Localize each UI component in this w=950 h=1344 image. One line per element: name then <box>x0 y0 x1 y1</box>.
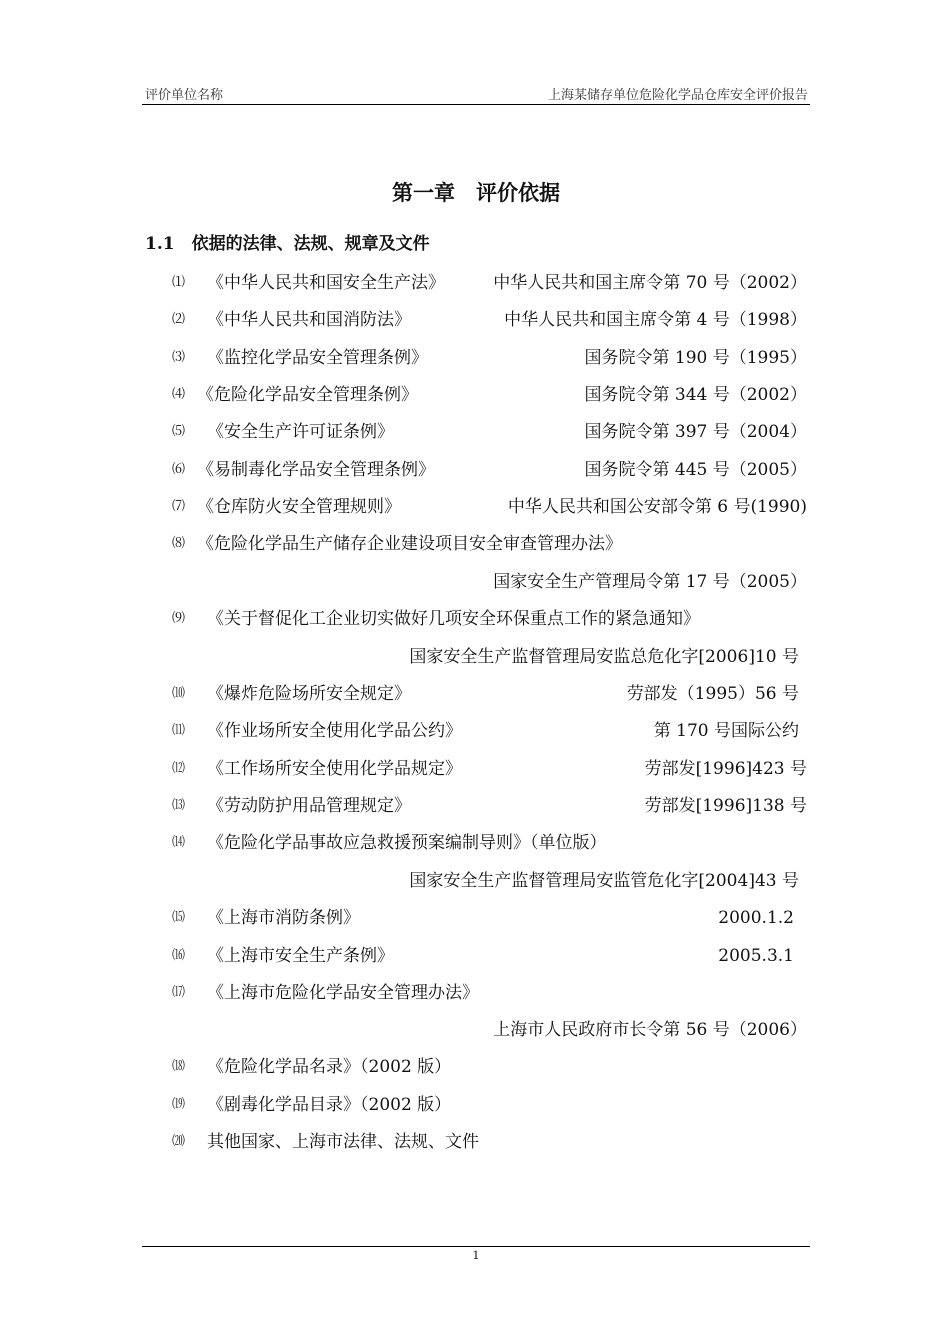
item-reference: 2000.1.2 <box>718 908 794 928</box>
item-reference: 国务院令第 397 号（2004） <box>584 422 807 442</box>
list-item <box>145 345 807 371</box>
list-item-continuation <box>145 569 807 595</box>
list-item <box>145 307 807 333</box>
item-title: 《仓库防火安全管理规则》 <box>197 497 401 517</box>
list-item <box>145 419 807 445</box>
item-title: 《监控化学品安全管理条例》 <box>207 348 428 368</box>
item-title: 《危险化学品事故应急救援预案编制导则》（单位版） <box>207 833 607 853</box>
item-title: 《上海市危险化学品安全管理办法》 <box>207 983 479 1003</box>
list-item <box>145 1092 807 1118</box>
item-number: ⒅ <box>172 1059 186 1074</box>
item-reference: 国家安全生产监督管理局安监总危化字[2006]10 号 <box>409 647 799 667</box>
item-reference: 国务院令第 344 号（2002） <box>584 385 807 405</box>
item-title: 其他国家、上海市法律、法规、文件 <box>207 1132 479 1152</box>
item-reference: 国家安全生产监督管理局安监管危化字[2004]43 号 <box>409 871 799 891</box>
item-number: ⒃ <box>172 948 186 963</box>
header-rule <box>142 104 810 105</box>
item-number: ⑸ <box>172 424 186 439</box>
item-reference: 中华人民共和国主席令第 70 号（2002） <box>493 273 807 293</box>
item-reference: 劳部发（1995）56 号 <box>626 684 799 704</box>
item-number: ⑹ <box>172 462 186 477</box>
item-reference: 国务院令第 445 号（2005） <box>584 460 807 480</box>
item-number: ⑽ <box>172 686 186 701</box>
item-reference: 中华人民共和国主席令第 4 号（1998） <box>504 310 807 330</box>
item-number: ⒂ <box>172 910 186 925</box>
item-number: ⑻ <box>172 536 186 551</box>
item-reference: 中华人民共和国公安部令第 6 号(1990) <box>507 497 807 517</box>
list-item <box>145 1129 807 1155</box>
list-item <box>145 531 807 557</box>
item-number: ⒁ <box>172 835 186 850</box>
item-title: 《作业场所安全使用化学品公约》 <box>207 721 462 741</box>
item-title: 《中华人民共和国消防法》 <box>207 310 411 330</box>
item-number: ⑵ <box>172 312 186 327</box>
item-title: 《工作场所安全使用化学品规定》 <box>207 759 462 779</box>
header-left: 评价单位名称 <box>145 88 224 103</box>
item-reference: 国务院令第 190 号（1995） <box>584 348 807 368</box>
item-number: ⑾ <box>172 723 186 738</box>
item-reference: 上海市人民政府市长令第 56 号（2006） <box>493 1020 807 1040</box>
item-reference: 国家安全生产管理局令第 17 号（2005） <box>493 572 807 592</box>
footer-rule <box>142 1246 810 1247</box>
item-number: ⑺ <box>172 499 186 514</box>
list-item <box>145 943 807 969</box>
list-item <box>145 270 807 296</box>
item-number: ⑼ <box>172 611 186 626</box>
list-item <box>145 382 807 408</box>
item-reference: 第 170 号国际公约 <box>653 721 799 741</box>
page-number: 1 <box>472 1249 480 1262</box>
item-number: ⑿ <box>172 761 186 776</box>
item-title: 《危险化学品生产储存企业建设项目安全审查管理办法》 <box>197 534 622 554</box>
item-title: 《中华人民共和国安全生产法》 <box>207 273 445 293</box>
header-right: 上海某储存单位危险化学品仓库安全评价报告 <box>547 88 808 103</box>
list-item <box>145 793 807 819</box>
item-number: ⒄ <box>172 985 186 1000</box>
list-item <box>145 905 807 931</box>
item-number: ⒇ <box>172 1134 186 1149</box>
list-item-continuation <box>145 868 807 894</box>
item-title: 《劳动防护用品管理规定》 <box>207 796 411 816</box>
item-number: ⑴ <box>172 275 186 290</box>
item-number: ⒆ <box>172 1097 186 1112</box>
list-item <box>145 830 807 856</box>
item-title: 《上海市消防条例》 <box>207 908 360 928</box>
item-reference: 2005.3.1 <box>718 946 794 966</box>
item-reference: 劳部发[1996]423 号 <box>644 759 807 779</box>
item-number: ⑶ <box>172 350 186 365</box>
list-item <box>145 457 807 483</box>
item-title: 《安全生产许可证条例》 <box>207 422 394 442</box>
list-item <box>145 718 807 744</box>
list-item-continuation <box>145 1017 807 1043</box>
list-item <box>145 980 807 1006</box>
item-number: ⒀ <box>172 798 186 813</box>
list-item <box>145 756 807 782</box>
list-item-continuation <box>145 644 807 670</box>
item-title: 《危险化学品名录》（2002 版） <box>207 1057 452 1077</box>
list-item <box>145 606 807 632</box>
chapter-title: 第一章 评价依据 <box>392 180 560 205</box>
list-item <box>145 494 807 520</box>
list-item <box>145 681 807 707</box>
item-title: 《关于督促化工企业切实做好几项安全环保重点工作的紧急通知》 <box>207 609 700 629</box>
item-number: ⑷ <box>172 387 186 402</box>
list-item <box>145 1054 807 1080</box>
item-title: 《危险化学品安全管理条例》 <box>197 385 418 405</box>
item-title: 《爆炸危险场所安全规定》 <box>207 684 411 704</box>
item-title: 《上海市安全生产条例》 <box>207 946 394 966</box>
item-title: 《剧毒化学品目录》（2002 版） <box>207 1095 452 1115</box>
section-title: 1.1 依据的法律、法规、规章及文件 <box>145 234 430 254</box>
item-title: 《易制毒化学品安全管理条例》 <box>197 460 435 480</box>
item-reference: 劳部发[1996]138 号 <box>644 796 807 816</box>
